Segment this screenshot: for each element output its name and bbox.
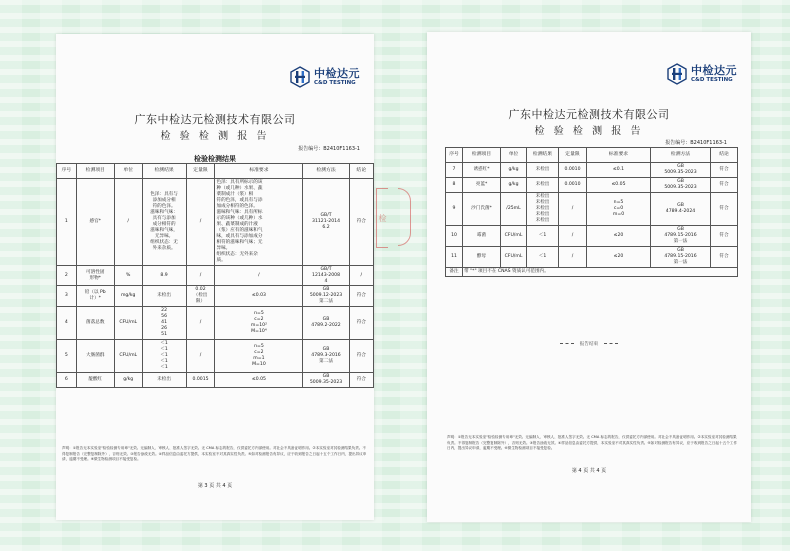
table-cell: n=5 c=2 m=1 M=10 <box>215 340 303 373</box>
results-table <box>56 163 374 388</box>
table-cell: n=5 c=2 m=10² M=10⁴ <box>215 307 303 340</box>
table-cell: CFU/mL <box>114 307 142 340</box>
logo-icon <box>290 66 310 88</box>
table-cell: / <box>559 225 587 246</box>
table-cell: / <box>186 340 215 373</box>
table-cell: 菌落总数 <box>76 307 114 340</box>
table-cell: ＜1 <box>527 246 559 267</box>
table-cell: 霉菌 <box>463 225 501 246</box>
table-cell: 未检出 <box>142 286 186 307</box>
end-of-report-text: 报告结束 <box>579 342 599 347</box>
table-cell: 4 <box>57 307 77 340</box>
table-cell: 0.02 （检出 限） <box>186 286 215 307</box>
seam-stamp-right <box>398 188 411 246</box>
header-cell: 单位 <box>114 164 142 179</box>
table-cell: GB/T 31121-2014 6.2 <box>303 179 349 266</box>
header-cell: 序号 <box>57 164 77 179</box>
table-cell: GB 4789.3-2016 第二法 <box>303 340 349 373</box>
table-cell: GB 5009.35-2023 <box>303 373 349 388</box>
header-cell: 单位 <box>501 148 527 163</box>
table-cell: 0.0010 <box>559 177 587 192</box>
table-cell: n=5 c=0 m=0 <box>587 192 651 225</box>
header-cell: 结论 <box>711 148 738 163</box>
table-row <box>446 225 738 246</box>
header-cell: 检测方法 <box>651 148 711 163</box>
table-cell: 色泽：具有与 添加成分相 符的色泽。 滋味和气味： 具有与添加 成分相符的 滋味和气味， 无异味。 组织状态：无 外来杂质。 <box>142 179 186 266</box>
table-cell: GB 4789.15-2016 第一法 <box>651 225 711 246</box>
table-cell: 符合 <box>711 192 738 225</box>
table-cell: g/kg <box>501 177 527 192</box>
table-cell: 亮蓝* <box>463 177 501 192</box>
company-logo <box>667 63 737 85</box>
report-page-4 <box>427 32 751 522</box>
table-cell: ≤20 <box>587 225 651 246</box>
table-cell: GB/T 12143-2008 4 <box>303 265 349 286</box>
table-cell: GB 5009.35-2023 <box>651 177 711 192</box>
statement-footnote: 声明：①报告无本实验室"检验检测专用章"无效。无编制人、审核人、批准人签字无效。无 CMA 标志的报告，仅供委托方内部使用。对社会不具备证明作用。②本实验室对其检测结果负责。不得复制报告（完整复制除外），否则无效。③报告涂改无效。④样品信息由委托方提供，本实验室不对其真实性负责。⑤如对检测报告有异议，应于收到报告之日起十五个工作日内，提出异议申请，逾期不受理。⑥微生物检测项目不接受复检。 <box>62 446 367 462</box>
table-cell: 未检出 <box>527 177 559 192</box>
table-cell: 6 <box>57 373 77 388</box>
header-cell: 检测方法 <box>303 164 349 179</box>
table-cell: CFU/mL <box>114 340 142 373</box>
table-cell: /25mL <box>501 192 527 225</box>
header-cell: 标准要求 <box>587 148 651 163</box>
table-cell: GB 5009.12-2023 第二法 <box>303 286 349 307</box>
table-cell: ≤0.05 <box>215 373 303 388</box>
remark-text: 带 "*" 项目不在 CNAS 资质认可范围内。 <box>463 267 738 276</box>
table-row <box>57 373 374 388</box>
logo-en-text: C&D TESTING <box>314 79 356 86</box>
header-cell: 检测结果 <box>527 148 559 163</box>
logo-en-text: C&D TESTING <box>691 76 733 83</box>
header-cell: 序号 <box>446 148 463 163</box>
table-row <box>57 340 374 373</box>
remark-row <box>446 267 738 276</box>
table-cell: 符合 <box>349 340 373 373</box>
table-cell: 未检出 <box>142 373 186 388</box>
table-header-row <box>57 164 374 179</box>
report-page-3 <box>56 34 374 520</box>
results-title: 检验检测结果 <box>194 155 236 163</box>
table-cell: 可溶性固 形物* <box>76 265 114 286</box>
table-row <box>57 179 374 266</box>
header-cell: 检测项目 <box>463 148 501 163</box>
table-cell: GB 4789.4-2024 <box>651 192 711 225</box>
report-number: 报告编号：B2410F1163-1 <box>665 140 727 146</box>
table-cell: 符合 <box>349 286 373 307</box>
header-cell: 定量限 <box>559 148 587 163</box>
table-cell: 未检出 未检出 未检出 未检出 未检出 <box>527 192 559 225</box>
table-cell: 大肠菌群 <box>76 340 114 373</box>
logo-cn-text: 中检达元 <box>691 63 737 77</box>
logo-icon <box>667 63 687 85</box>
table-header-row <box>446 148 738 163</box>
table-row <box>446 163 738 178</box>
table-cell: 未检出 <box>527 163 559 178</box>
company-name: 广东中检达元检测技术有限公司 <box>134 113 296 126</box>
seam-stamp-left <box>376 188 388 248</box>
table-cell: / <box>186 265 215 286</box>
table-cell: 符合 <box>711 163 738 178</box>
table-cell: ＜1 ＜1 ＜1 ＜1 ＜1 <box>142 340 186 373</box>
table-row <box>57 265 374 286</box>
table-cell: 符合 <box>349 373 373 388</box>
page-number: 第 4 页 共 4 页 <box>571 468 607 474</box>
table-cell: ≤0.03 <box>215 286 303 307</box>
table-cell: 沙门氏菌* <box>463 192 501 225</box>
table-cell: ≤0.05 <box>587 177 651 192</box>
company-name: 广东中检达元检测技术有限公司 <box>508 108 670 121</box>
table-cell: 色泽：具有所标示的该 种（或几种）水果、蔬 菜制成汁（浆）相 符的色泽，或具有与添 加成分相符的色泽。 滋味和气味：具有所标 示的该种（或几种）水 果、蔬菜制成的汁液 （浆）应有的滋味和气 味，或具有与添加成分 相符的滋味和气味；无 异味。 组织状态：无外来杂 质。 <box>215 179 303 266</box>
table-cell: 符合 <box>711 225 738 246</box>
table-cell: / <box>559 192 587 225</box>
report-title: 检 验 检 测 报 告 <box>534 126 644 137</box>
table-cell: 诱惑红* <box>463 163 501 178</box>
table-cell: / <box>186 307 215 340</box>
table-cell: CFU/mL <box>501 225 527 246</box>
table-cell: CFU/mL <box>501 246 527 267</box>
table-cell: / <box>186 179 215 266</box>
page-number: 第 3 页 共 4 页 <box>197 483 233 489</box>
table-cell: 8.9 <box>142 265 186 286</box>
table-cell: % <box>114 265 142 286</box>
table-row <box>57 286 374 307</box>
table-cell: 22 56 41 26 51 <box>142 307 186 340</box>
end-of-report-mark <box>427 341 751 347</box>
table-cell: GB 4789.15-2016 第一法 <box>651 246 711 267</box>
header-cell: 定量限 <box>186 164 215 179</box>
table-cell: ＜1 <box>527 225 559 246</box>
table-row <box>446 177 738 192</box>
table-cell: ≤20 <box>587 246 651 267</box>
table-cell: mg/kg <box>114 286 142 307</box>
seam-stamp-text: 检 <box>378 214 387 222</box>
table-cell: 9 <box>446 192 463 225</box>
table-cell: 1 <box>57 179 77 266</box>
table-cell: 符合 <box>349 179 373 266</box>
table-cell: 7 <box>446 163 463 178</box>
table-cell: / <box>114 179 142 266</box>
table-cell: 0.0010 <box>559 163 587 178</box>
table-cell: g/kg <box>501 163 527 178</box>
remark-label: 备注 <box>446 267 463 276</box>
table-cell: 5 <box>57 340 77 373</box>
table-cell: g/kg <box>114 373 142 388</box>
table-cell: ≤0.1 <box>587 163 651 178</box>
results-table <box>445 147 738 277</box>
table-cell: 符合 <box>349 307 373 340</box>
statement-footnote: 声明：①报告无本实验室"检验检测专用章"无效。无编制人、审核人、批准人签字无效。无 CMA 标志的报告，仅供委托方内部使用。对社会不具备证明作用。②本实验室对其检测结果负责。不得复制报告（完整复制除外），否则无效。③报告涂改无效。④样品信息由委托方提供，本实验室不对其真实性负责。⑤如对检测报告有异议，应于收到报告之日起十五个工作日内，提出异议申请，逾期不受理。⑥微生物检测项目不接受复检。 <box>447 435 737 451</box>
table-cell: 10 <box>446 225 463 246</box>
table-cell: 3 <box>57 286 77 307</box>
table-row <box>57 307 374 340</box>
table-cell: 符合 <box>711 177 738 192</box>
table-cell: 符合 <box>711 246 738 267</box>
table-cell: / <box>559 246 587 267</box>
table-cell: 11 <box>446 246 463 267</box>
table-cell: 感官* <box>76 179 114 266</box>
header-cell: 检测项目 <box>76 164 114 179</box>
table-cell: 8 <box>446 177 463 192</box>
header-cell: 结论 <box>349 164 373 179</box>
company-logo <box>290 66 360 88</box>
logo-cn-text: 中检达元 <box>314 66 360 80</box>
table-cell: 2 <box>57 265 77 286</box>
table-cell: 酵母 <box>463 246 501 267</box>
table-row <box>446 192 738 225</box>
table-row <box>446 246 738 267</box>
table-cell: GB 5009.35-2023 <box>651 163 711 178</box>
header-cell: 检测结果 <box>142 164 186 179</box>
table-cell: 0.0015 <box>186 373 215 388</box>
table-cell: GB 4789.2-2022 <box>303 307 349 340</box>
table-cell: 铅（以 Pb 计）* <box>76 286 114 307</box>
table-cell: 靛酸红 <box>76 373 114 388</box>
report-title: 检 验 检 测 报 告 <box>160 131 270 142</box>
header-cell: 标准要求 <box>215 164 303 179</box>
table-cell: / <box>215 265 303 286</box>
table-cell: / <box>349 265 373 286</box>
report-number: 报告编号：B2410F1163-1 <box>298 146 360 152</box>
